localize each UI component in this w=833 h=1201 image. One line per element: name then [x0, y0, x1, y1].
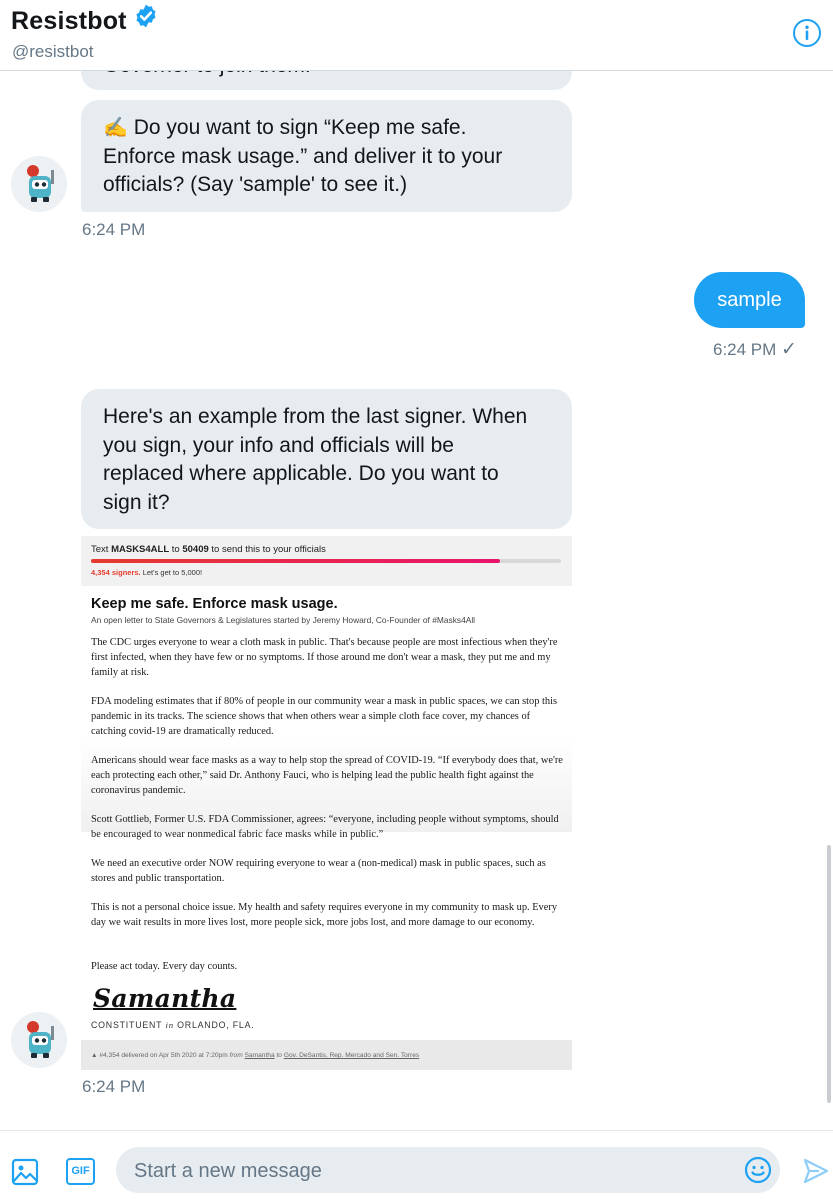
- message-timestamp: [713, 338, 797, 361]
- message-line: Do you want to sign “Keep me safe.: [133, 116, 467, 139]
- signer-progress-track: [91, 559, 561, 563]
- constituent-line: [91, 1020, 255, 1030]
- delivery-info: #4,354 delivered on Apr 5th 2020 at 7:20pm: [99, 1052, 228, 1059]
- contact-handle[interactable]: @resistbot: [12, 42, 94, 61]
- cta-prefix: Text: [91, 544, 109, 555]
- message-text: sample: [717, 289, 782, 311]
- message-bubble-outgoing: [694, 272, 805, 328]
- contact-name-text[interactable]: Resistbot: [11, 7, 127, 36]
- verified-badge-icon: [133, 3, 159, 36]
- delivery-from: from: [229, 1052, 243, 1059]
- send-icon[interactable]: [802, 1157, 830, 1185]
- message-line: replaced where applicable. Do you want to: [103, 462, 499, 485]
- petition-paragraph: FDA modeling estimates that if 80% of people in our community wear a mask in public spaces, we can stop this pandemic in its tracks. The science shows that when others wear a simple cloth face cover, my chances of catching covid-19 are dramatically reduced.: [91, 696, 558, 737]
- petition-subtitle: An open letter to State Governors & Legislatures started by Jeremy Howard, Co-Founder of #Masks4All: [91, 615, 476, 625]
- petition-cta: [91, 544, 326, 555]
- writing-hand-emoji-icon: ✍️: [103, 117, 128, 139]
- message-input-wrapper: [116, 1147, 780, 1193]
- petition-image[interactable]: [81, 536, 572, 1070]
- cta-to: to: [171, 544, 180, 555]
- delivery-officials: Gov. DeSantis, Rep. Mercado and Sen. Torres: [283, 1052, 420, 1059]
- media-icon[interactable]: [11, 1158, 39, 1186]
- constituent-place: ORLANDO, FLA.: [177, 1020, 255, 1030]
- signer-count: [91, 568, 202, 577]
- message-bubble: [81, 100, 572, 212]
- message-timestamp: 6:24 PM: [82, 1077, 146, 1096]
- message-bubble: [81, 389, 572, 529]
- signature: Samantha: [93, 984, 237, 1013]
- message-line: Here's an example from the last signer. When: [103, 405, 528, 428]
- bot-avatar[interactable]: [11, 156, 67, 212]
- constituent-in: in: [165, 1020, 174, 1030]
- cta-keyword: MASKS4ALL: [111, 544, 170, 555]
- delivery-footer: [81, 1040, 572, 1070]
- signer-progress-fill: [91, 559, 500, 563]
- conversation-header: [0, 0, 833, 71]
- delivery-text: [91, 1052, 419, 1059]
- message-line: sign it?: [103, 490, 170, 514]
- message-line: officials? (Say 'sample' to see it.): [103, 173, 408, 196]
- gif-label: GIF: [71, 1165, 90, 1177]
- cta-number: 50409: [182, 544, 209, 555]
- message-timestamp: 6:24 PM: [82, 220, 146, 239]
- timestamp-text: 6:24 PM: [713, 340, 777, 359]
- delivery-to: to: [276, 1052, 282, 1059]
- gif-button[interactable]: [66, 1158, 95, 1185]
- goal-text: Let's get to 5,000!: [142, 568, 203, 577]
- petition-title: Keep me safe. Enforce mask usage.: [91, 596, 338, 612]
- petition-paragraph: We need an executive order NOW requiring everyone to wear a (non-medical) mask in public spaces, such as stores and public transportation.: [91, 858, 546, 884]
- petition-paragraph: This is not a personal choice issue. My health and safety requires everyone in my community to mask up. Every day we wait results in more lives lost, more people sick, more jobs lost, and more damage to our economy.: [91, 902, 558, 928]
- constituent-prefix: CONSTITUENT: [91, 1020, 163, 1030]
- message-line: Enforce mask usage.” and deliver it to your: [103, 144, 503, 168]
- info-icon[interactable]: [792, 18, 822, 48]
- message-composer: [0, 1130, 833, 1201]
- scrollbar-thumb[interactable]: [827, 845, 831, 1103]
- cta-suffix: to send this to your officials: [211, 544, 326, 555]
- delivery-arrow-icon: ▲: [91, 1052, 98, 1059]
- petition-paragraph: The CDC urges everyone to wear a cloth mask in public. That's because people are most infectious when they're first infected, when they have few or no symptoms. If those around me don't wear a mask, they put me and my family at risk.: [91, 637, 558, 678]
- petition-paragraph: Scott Gottlieb, Former U.S. FDA Commissioner, agrees: “everyone, including people without symptoms, should be encouraged to wear nonmedical fabric face masks while in public.”: [91, 814, 559, 840]
- contact-name[interactable]: [11, 6, 159, 39]
- petition-paragraph: Please act today. Every day counts.: [91, 961, 238, 972]
- petition-paragraph: Americans should wear face masks as a way to help stop the spread of COVID-19. “If everybody does that, we're each protecting each other,” said Dr. Anthony Fauci, who is helping lead the public health fight against the coronavirus pandemic.: [91, 755, 563, 796]
- sent-check-icon: ✓: [781, 339, 797, 360]
- message-input[interactable]: [132, 1147, 736, 1195]
- signers-count-text: 4,354 signers.: [91, 568, 141, 577]
- bot-avatar[interactable]: [11, 1012, 67, 1068]
- emoji-icon[interactable]: [744, 1156, 772, 1184]
- delivery-signer: Samantha: [244, 1052, 275, 1059]
- message-line: you sign, your info and officials will be: [103, 433, 454, 457]
